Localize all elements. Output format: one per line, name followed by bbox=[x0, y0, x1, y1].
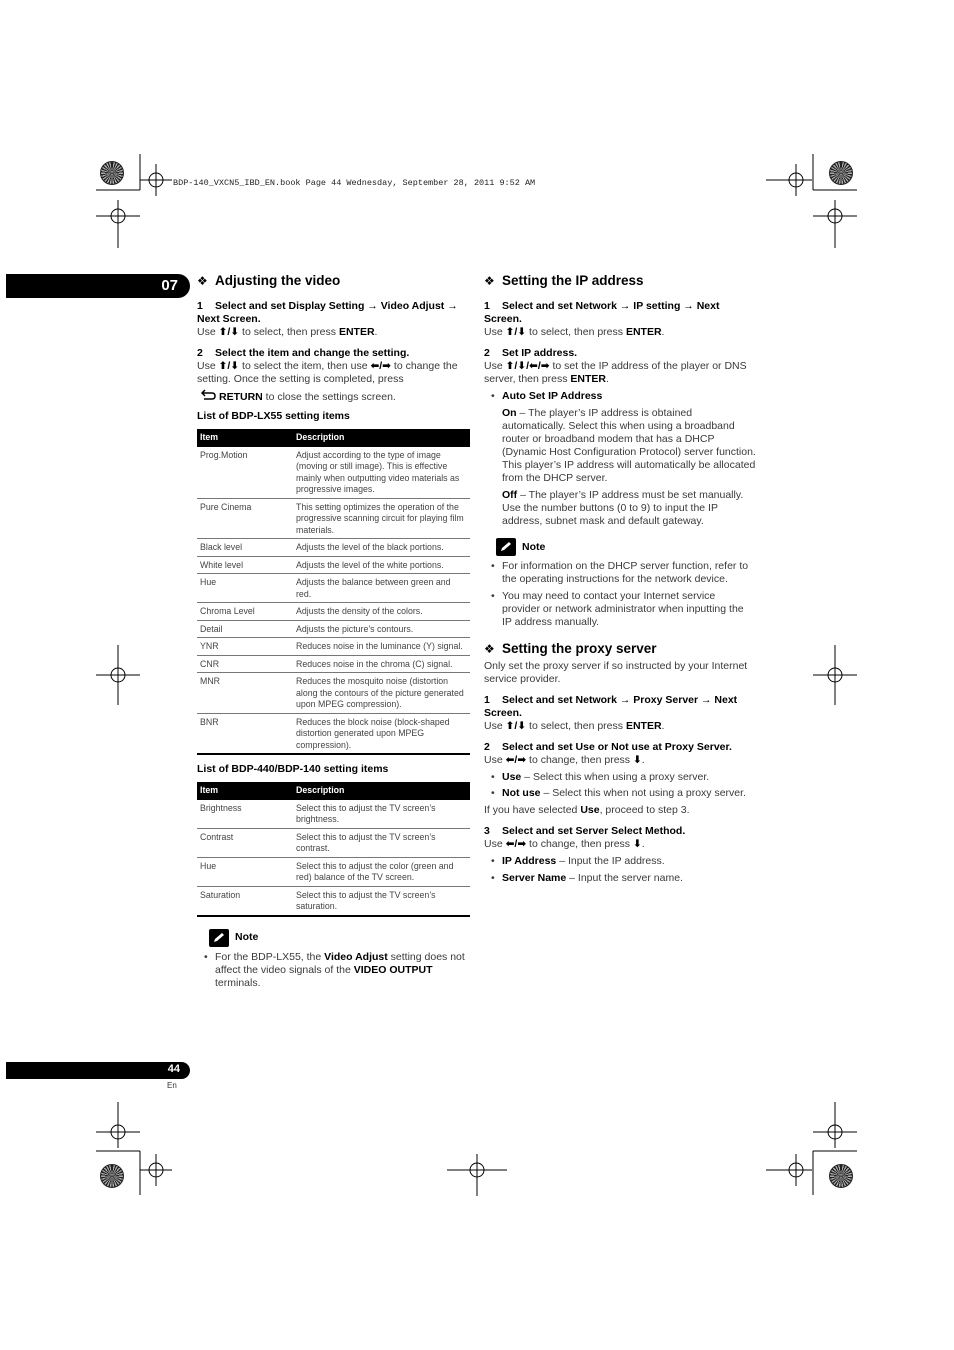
server-name-option: • Server Name – Input the server name. bbox=[484, 872, 756, 885]
left-right-arrow-icon: ⬅/➡ bbox=[505, 838, 527, 850]
up-down-arrow-icon: ⬆/⬇ bbox=[218, 360, 240, 372]
table-row bbox=[197, 447, 470, 499]
table-cell-description: Reduces the mosquito noise (distortion along the contours of the picture generated upon MPEG compression). bbox=[293, 673, 470, 714]
table-cell-description: Adjusts the balance between green and red. bbox=[293, 574, 470, 603]
note-heading: Note bbox=[209, 929, 470, 947]
return-icon bbox=[201, 389, 219, 404]
page-number: 44 bbox=[167, 1063, 180, 1075]
table-cell-item: White level bbox=[197, 556, 293, 574]
table-header-description: Description bbox=[293, 429, 470, 447]
print-header-line: BDP-140_VXCN5_IBD_EN.book Page 44 Wednesday, September 28, 2011 9:52 AM bbox=[173, 178, 536, 188]
step-1-title: 1 Select and set Display Setting → Video Adjust → Next Screen. bbox=[197, 300, 458, 325]
table-cell-description: Select this to adjust the TV screen’s contrast. bbox=[293, 828, 470, 857]
table-cell-item: BNR bbox=[197, 713, 293, 754]
proxy-step-2-title: 2 Select and set Use or Not use at Proxy Server. bbox=[484, 741, 732, 753]
ip-step-1-text: Use ⬆/⬇ to select, then press ENTER. bbox=[484, 326, 665, 338]
table-2-title: List of BDP-440/BDP-140 setting items bbox=[197, 763, 389, 775]
table-cell-description: Adjusts the level of the black portions. bbox=[293, 539, 470, 557]
four-arrows-icon: ⬆/⬇/⬅/➡ bbox=[505, 360, 550, 372]
table-row bbox=[197, 655, 470, 673]
section-title-ip: ❖ Setting the IP address bbox=[484, 273, 644, 288]
table-row bbox=[197, 556, 470, 574]
table-cell-description: Adjusts the level of the white portions. bbox=[293, 556, 470, 574]
note-item: • For information on the DHCP server function, refer to the operating instructions for the network device. bbox=[484, 560, 756, 586]
lx55-settings-table bbox=[197, 429, 470, 755]
down-arrow-icon: ⬇ bbox=[632, 838, 642, 850]
table-1-title: List of BDP-LX55 setting items bbox=[197, 410, 350, 422]
table-header-description: Description bbox=[293, 782, 470, 800]
chapter-tab bbox=[6, 274, 190, 298]
table-cell-item: Chroma Level bbox=[197, 603, 293, 621]
table-row bbox=[197, 886, 470, 916]
table-cell-item: Detail bbox=[197, 620, 293, 638]
bdp440-settings-table bbox=[197, 782, 470, 917]
right-column bbox=[484, 270, 756, 885]
table-row bbox=[197, 574, 470, 603]
table-cell-description: This setting optimizes the operation of the progressive scanning circuit for playing film materials. bbox=[293, 498, 470, 539]
up-down-arrow-icon: ⬆/⬇ bbox=[218, 326, 240, 338]
table-cell-description: Reduces the block noise (block-shaped distortion generated upon MPEG compression). bbox=[293, 713, 470, 754]
ip-note-list bbox=[484, 560, 756, 629]
diamond-bullet-icon: ❖ bbox=[484, 274, 495, 288]
pencil-note-icon bbox=[209, 929, 229, 947]
table-row bbox=[197, 498, 470, 539]
up-down-arrow-icon: ⬆/⬇ bbox=[505, 326, 527, 338]
chapter-number: 07 bbox=[161, 277, 178, 294]
table-row bbox=[197, 638, 470, 656]
up-down-arrow-icon: ⬆/⬇ bbox=[505, 720, 527, 732]
note-list bbox=[197, 951, 470, 990]
table-row bbox=[197, 857, 470, 886]
table-cell-item: Pure Cinema bbox=[197, 498, 293, 539]
table-cell-description: Reduces noise in the chroma (C) signal. bbox=[293, 655, 470, 673]
left-column bbox=[197, 270, 470, 990]
table-cell-item: YNR bbox=[197, 638, 293, 656]
table-row bbox=[197, 603, 470, 621]
proxy-if-text: If you have selected Use, proceed to step 3. bbox=[484, 804, 690, 816]
note-heading: Note bbox=[496, 538, 756, 556]
table-cell-item: Black level bbox=[197, 539, 293, 557]
table-header-item: Item bbox=[197, 782, 293, 800]
table-cell-description: Select this to adjust the TV screen’s saturation. bbox=[293, 886, 470, 916]
diamond-bullet-icon: ❖ bbox=[197, 274, 208, 288]
table-cell-item: CNR bbox=[197, 655, 293, 673]
note-item: • For the BDP-LX55, the Video Adjust setting does not affect the video signals of the VIDEO OUTPUT terminals. bbox=[197, 951, 470, 990]
section-title-video: ❖ Adjusting the video bbox=[197, 273, 341, 288]
use-option: • Use – Select this when using a proxy server. bbox=[484, 771, 756, 784]
table-cell-item: Brightness bbox=[197, 800, 293, 829]
ip-address-option: • IP Address – Input the IP address. bbox=[484, 855, 756, 868]
note-item: • You may need to contact your Internet service provider or network administrator when inputting the IP address manually. bbox=[484, 590, 756, 629]
auto-ip-item: • Auto Set IP Address bbox=[484, 390, 756, 403]
left-right-arrow-icon: ⬅/➡ bbox=[370, 360, 391, 372]
ip-step-2-title: 2 Set IP address. bbox=[484, 347, 578, 359]
table-row bbox=[197, 800, 470, 829]
proxy-step-3-title: 3 Select and set Server Select Method. bbox=[484, 825, 686, 837]
table-cell-item: Hue bbox=[197, 857, 293, 886]
auto-ip-list bbox=[484, 390, 756, 403]
ip-step-1-title: 1 Select and set Network → IP setting → Next Screen. bbox=[484, 300, 720, 325]
off-option-text: Off – The player’s IP address must be set manually. Use the number buttons (0 to 9) to input the IP address, subnet mask and default gateway. bbox=[502, 489, 744, 527]
section-title-proxy: ❖ Setting the proxy server bbox=[484, 641, 657, 656]
page-number-tab bbox=[6, 1062, 190, 1079]
table-cell-item: MNR bbox=[197, 673, 293, 714]
table-cell-item: Prog.Motion bbox=[197, 447, 293, 499]
server-method-list bbox=[484, 855, 756, 885]
table-cell-description: Select this to adjust the color (green and red) balance of the TV screen. bbox=[293, 857, 470, 886]
table-cell-item: Contrast bbox=[197, 828, 293, 857]
table-cell-description: Adjusts the picture’s contours. bbox=[293, 620, 470, 638]
table-cell-description: Adjusts the density of the colors. bbox=[293, 603, 470, 621]
diamond-bullet-icon: ❖ bbox=[484, 642, 495, 656]
table-row bbox=[197, 673, 470, 714]
ip-step-2-text: Use ⬆/⬇/⬅/➡ to set the IP address of the player or DNS server, then press ENTER. bbox=[484, 360, 747, 385]
return-text: RETURN to close the settings screen. bbox=[197, 389, 470, 404]
step-2-text: Use ⬆/⬇ to select the item, then use ⬅/➡ to change the setting. Once the setting is completed, press bbox=[197, 360, 458, 385]
proxy-step-1-text: Use ⬆/⬇ to select, then press ENTER. bbox=[484, 720, 665, 732]
table-header-item: Item bbox=[197, 429, 293, 447]
proxy-intro: Only set the proxy server if so instructed by your Internet service provider. bbox=[484, 660, 748, 685]
on-option-text: On – The player’s IP address is obtained automatically. Select this when using a broadband router or broadband modem that has a DHCP (Dynamic Host Configuration Protocol) server function. This player’s IP address will automatically be allocated from the DHCP server. bbox=[502, 407, 756, 484]
not-use-option: • Not use – Select this when not using a proxy server. bbox=[484, 787, 756, 800]
proxy-step-1-title: 1 Select and set Network → Proxy Server → Next Screen. bbox=[484, 694, 738, 719]
table-cell-description: Adjust according to the type of image (moving or still image). This is effective mainly when outputting video materials as progressive images. bbox=[293, 447, 470, 499]
table-row bbox=[197, 828, 470, 857]
step-2-title: 2 Select the item and change the setting. bbox=[197, 347, 410, 359]
table-cell-item: Hue bbox=[197, 574, 293, 603]
proxy-step-2-text: Use ⬅/➡ to change, then press ⬇. bbox=[484, 754, 645, 766]
language-code: En bbox=[167, 1081, 177, 1090]
step-1-text: Use ⬆/⬇ to select, then press ENTER. bbox=[197, 326, 378, 338]
proxy-step-3-text: Use ⬅/➡ to change, then press ⬇. bbox=[484, 838, 645, 850]
table-cell-item: Saturation bbox=[197, 886, 293, 916]
table-cell-description: Select this to adjust the TV screen’s brightness. bbox=[293, 800, 470, 829]
table-row bbox=[197, 713, 470, 754]
pencil-note-icon bbox=[496, 538, 516, 556]
left-right-arrow-icon: ⬅/➡ bbox=[505, 754, 527, 766]
down-arrow-icon: ⬇ bbox=[632, 754, 642, 766]
proxy-use-list bbox=[484, 771, 756, 800]
table-row bbox=[197, 539, 470, 557]
table-cell-description: Reduces noise in the luminance (Y) signal. bbox=[293, 638, 470, 656]
table-row bbox=[197, 620, 470, 638]
